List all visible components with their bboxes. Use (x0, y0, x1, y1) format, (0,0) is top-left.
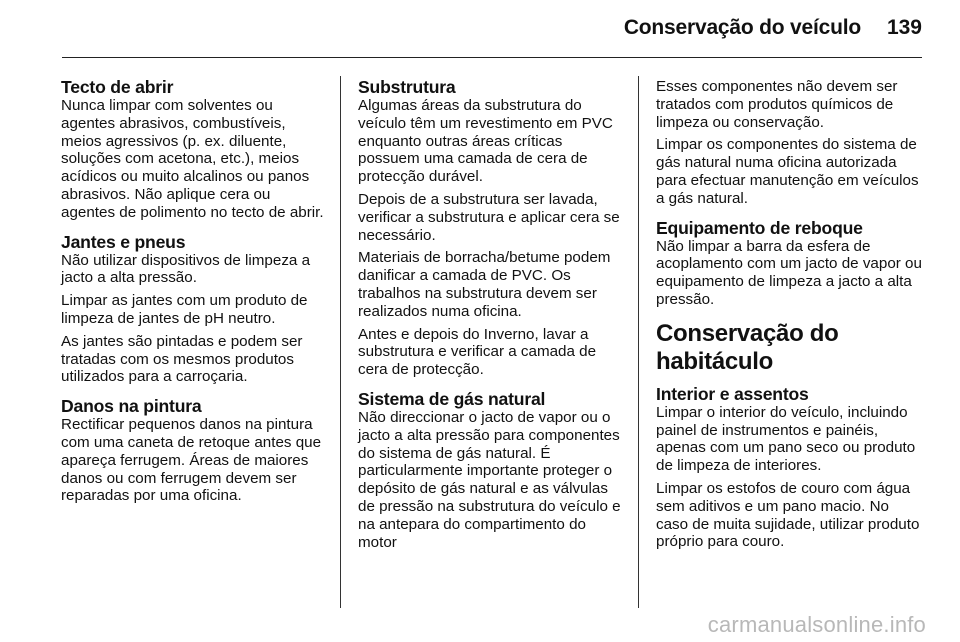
paragraph: Algumas áreas da substrutura do veículo têm um revestimento em PVC enquanto outras áreas críticas possuem uma camada de cera de protecção durável. (358, 97, 613, 186)
section-danos-na-pintura (61, 397, 327, 505)
paragraph: Materiais de borracha/betume podem danificar a camada de PVC. Os trabalhos na substrutura devem ser realizados numa oficina. (358, 249, 611, 320)
paragraph: Rectificar pequenos danos na pintura com uma caneta de retoque antes que apareça ferrugem. Áreas de maiores danos ou com ferrugem devem ser reparadas por uma oficina. (61, 416, 322, 505)
section-tecto-de-abrir (61, 78, 327, 222)
column-divider (340, 76, 341, 608)
chapter-heading: Conservação do habitáculo (656, 319, 839, 375)
paragraph: Não direccionar o jacto de vapor ou o jacto a alta pressão para componentes do sistema de gás natural. É particularmente importante proteger o depósito de gás natural e as válvulas de pressão na substrutura do veículo e na antepara do compartimento do motor (358, 408, 621, 551)
paragraph: Nunca limpar com solventes ou agentes abrasivos, combustíveis, meios agressivos (p. ex. diluente, soluções com acetona, etc.), meios acídicos ou muito alcalinos ou panos abrasivos. Não aplique cera ou agentes de polimento no tecto de abrir. (61, 97, 324, 221)
page-number: 139 (886, 16, 922, 39)
text-column-1 (61, 78, 327, 516)
paragraph: Limpar o interior do veículo, incluindo painel de instrumentos e painéis, apenas com um pano seco ou produto de limpeza de interiores. (656, 403, 916, 475)
paragraph: Limpar os componentes do sistema de gás natural numa oficina autorizada para efectuar manutenção em veículos a gás natural. (656, 136, 919, 207)
section-sistema-de-gas-natural (358, 390, 626, 551)
column-divider (638, 76, 639, 608)
section-equipamento-de-reboque (656, 219, 924, 309)
section-heading: Sistema de gás natural (358, 388, 546, 409)
paragraph: Não limpar a barra da esfera de acoplamento com um jacto de vapor ou equipamento de limpeza a jacto a alta pressão. (656, 237, 922, 308)
section-jantes-e-pneus (61, 233, 327, 387)
paragraph: Não utilizar dispositivos de limpeza a jacto a alta pressão. (61, 251, 311, 287)
section-conservacao-do-habitaculo (656, 320, 924, 551)
page-header-title: Conservação do veículo (623, 16, 861, 39)
paragraph: Limpar as jantes com um produto de limpeza de jantes de pH neutro. (61, 292, 308, 327)
section-heading: Jantes e pneus (61, 231, 186, 252)
section-heading: Equipamento de reboque (656, 217, 863, 238)
paragraph: Limpar os estofos de couro com água sem aditivos e um pano macio. No caso de muita sujidade, utilizar produto próprio para couro. (656, 479, 920, 551)
section-heading: Tecto de abrir (61, 77, 174, 97)
paragraph: Antes e depois do Inverno, lavar a substrutura e verificar a camada de cera de protecção. (358, 325, 597, 379)
text-column-3 (656, 78, 924, 562)
header-divider (62, 57, 922, 58)
watermark: carmanualsonline.info (707, 612, 926, 637)
section-heading: Substrutura (358, 77, 456, 97)
text-column-2 (358, 78, 626, 562)
paragraph: As jantes são pintadas e podem ser tratadas com os mesmos produtos utilizados para a carroçaria. (61, 332, 303, 386)
paragraph: Esses componentes não devem ser tratados com produtos químicos de limpeza ou conservação. (656, 78, 898, 131)
section-substrutura (358, 78, 626, 379)
paragraph: Depois de a substrutura ser lavada, verificar a substrutura e aplicar cera se necessário. (358, 190, 620, 244)
section-gas-natural-continued (656, 78, 924, 208)
section-heading: Danos na pintura (61, 396, 202, 417)
section-heading: Interior e assentos (656, 383, 809, 404)
